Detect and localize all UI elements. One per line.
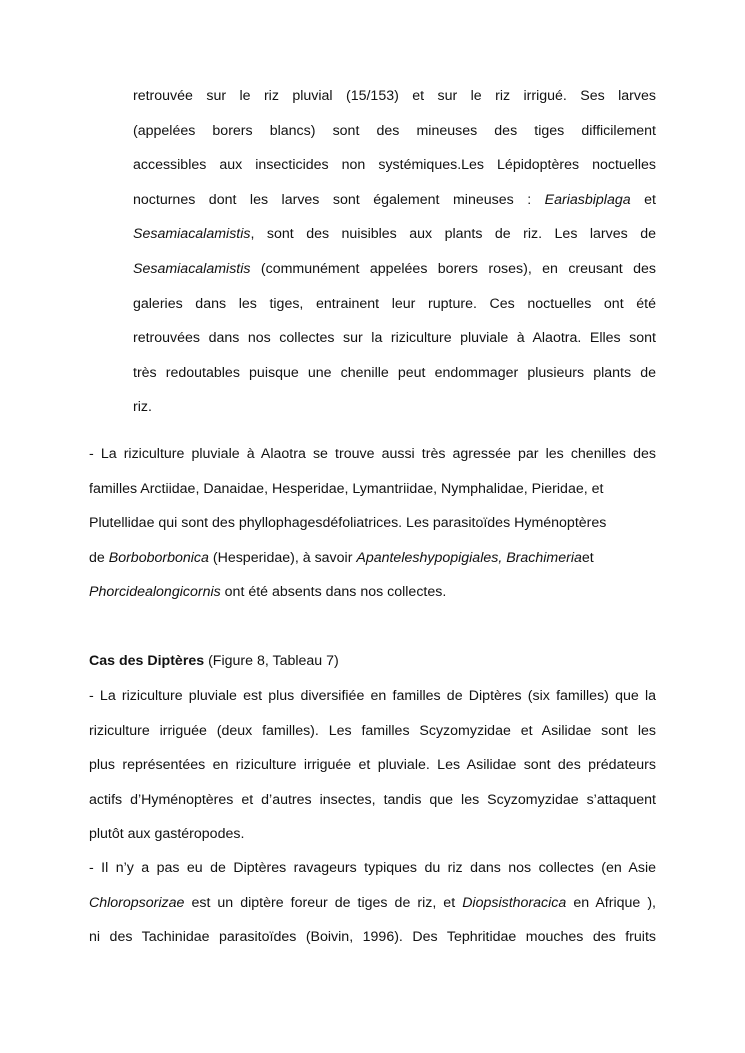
species-name: Borboborbonica xyxy=(108,549,209,566)
text-line: Plutellidae qui sont des phyllophagesdéfoliatrices. Les parasitoïdes Hyménoptères xyxy=(89,515,607,532)
species-name: Apanteleshypopigiales, Brachimeria xyxy=(356,549,582,566)
text-line: - Il n’y a pas eu de Diptères ravageurs typiques du riz dans nos collectes (en Asie xyxy=(89,860,656,876)
text-line: de Borboborbonica (Hesperidae), à savoir Apanteleshypopigiales, Brachimeriaet xyxy=(89,549,594,566)
section-reference: (Figure 8, Tableau 7) xyxy=(204,653,339,669)
section-title: Cas des Diptères xyxy=(89,653,205,669)
text-line: retrouvées dans nos collectes sur la riziculture pluviale à Alaotra. Elles sont xyxy=(133,330,656,347)
text-line: riz. xyxy=(133,399,152,416)
text-line: plus représentées en riziculture irriguée et pluviale. Les Asilidae sont des prédateurs xyxy=(89,757,656,774)
text-line: très redoutables puisque une chenille peut endommager plusieurs plants de xyxy=(133,364,656,381)
paragraph-pluvial-caterpillars xyxy=(89,437,656,610)
text-line: galeries dans les tiges, entrainent leur rupture. Ces noctuelles ont été xyxy=(133,295,656,312)
text-line: retrouvée sur le riz pluvial (15/153) et sur le riz irrigué. Ses larves xyxy=(133,88,656,104)
text-line: (appelées borers blancs) sont des mineuses des tiges difficilement xyxy=(133,122,656,139)
species-name: Sesamiacalamistis xyxy=(133,260,251,277)
text-line: Chloropsorizae est un diptère foreur de tiges de riz, et Diopsisthoracica en Afrique ), xyxy=(89,894,656,911)
species-name: Chloropsorizae xyxy=(89,894,185,911)
text-line: plutôt aux gastéropodes. xyxy=(89,826,245,843)
text-line: accessibles aux insecticides non systémiques.Les Lépidoptères noctuelles xyxy=(133,157,656,174)
section-heading-diptera xyxy=(89,644,656,679)
text-line: nocturnes dont les larves sont également mineuses : Eariasbiplaga et xyxy=(133,191,656,208)
text-line: - La riziculture pluviale à Alaotra se trouve aussi très agressée par les chenilles des xyxy=(89,446,656,462)
species-name: Phorcidealongicornis xyxy=(89,584,221,601)
species-name: Eariasbiplaga xyxy=(544,191,631,208)
text-line: - La riziculture pluviale est plus diversifiée en familles de Diptères (six familles) que la xyxy=(89,688,656,704)
text-line: actifs d’Hyménoptères et d’autres insectes, tandis que les Scyzomyzidae s’attaquent xyxy=(89,791,656,808)
text-line: Sesamiacalamistis (communément appelées borers roses), en creusant des xyxy=(133,260,656,277)
text-line: familles Arctiidae, Danaidae, Hesperidae, Lymantriidae, Nymphalidae, Pieridae, et xyxy=(89,480,604,497)
paragraph-diptera-diversity xyxy=(89,679,656,852)
text-line: Sesamiacalamistis, sont des nuisibles aux plants de riz. Les larves de xyxy=(133,226,656,243)
heading-line xyxy=(89,644,656,679)
text-line: Phorcidealongicornis ont été absents dans nos collectes. xyxy=(89,584,447,601)
paragraph-lepidoptera-continuation xyxy=(133,79,656,425)
text-line: ni des Tachinidae parasitoïdes (Boivin, 1996). Des Tephritidae mouches des fruits xyxy=(89,929,656,946)
species-name: Sesamiacalamistis xyxy=(133,226,251,243)
text-line: riziculture irriguée (deux familles). Les familles Scyzomyzidae et Asilidae sont les xyxy=(89,722,656,739)
paragraph-diptera-pests xyxy=(89,851,656,955)
species-name: Diopsisthoracica xyxy=(462,894,567,911)
